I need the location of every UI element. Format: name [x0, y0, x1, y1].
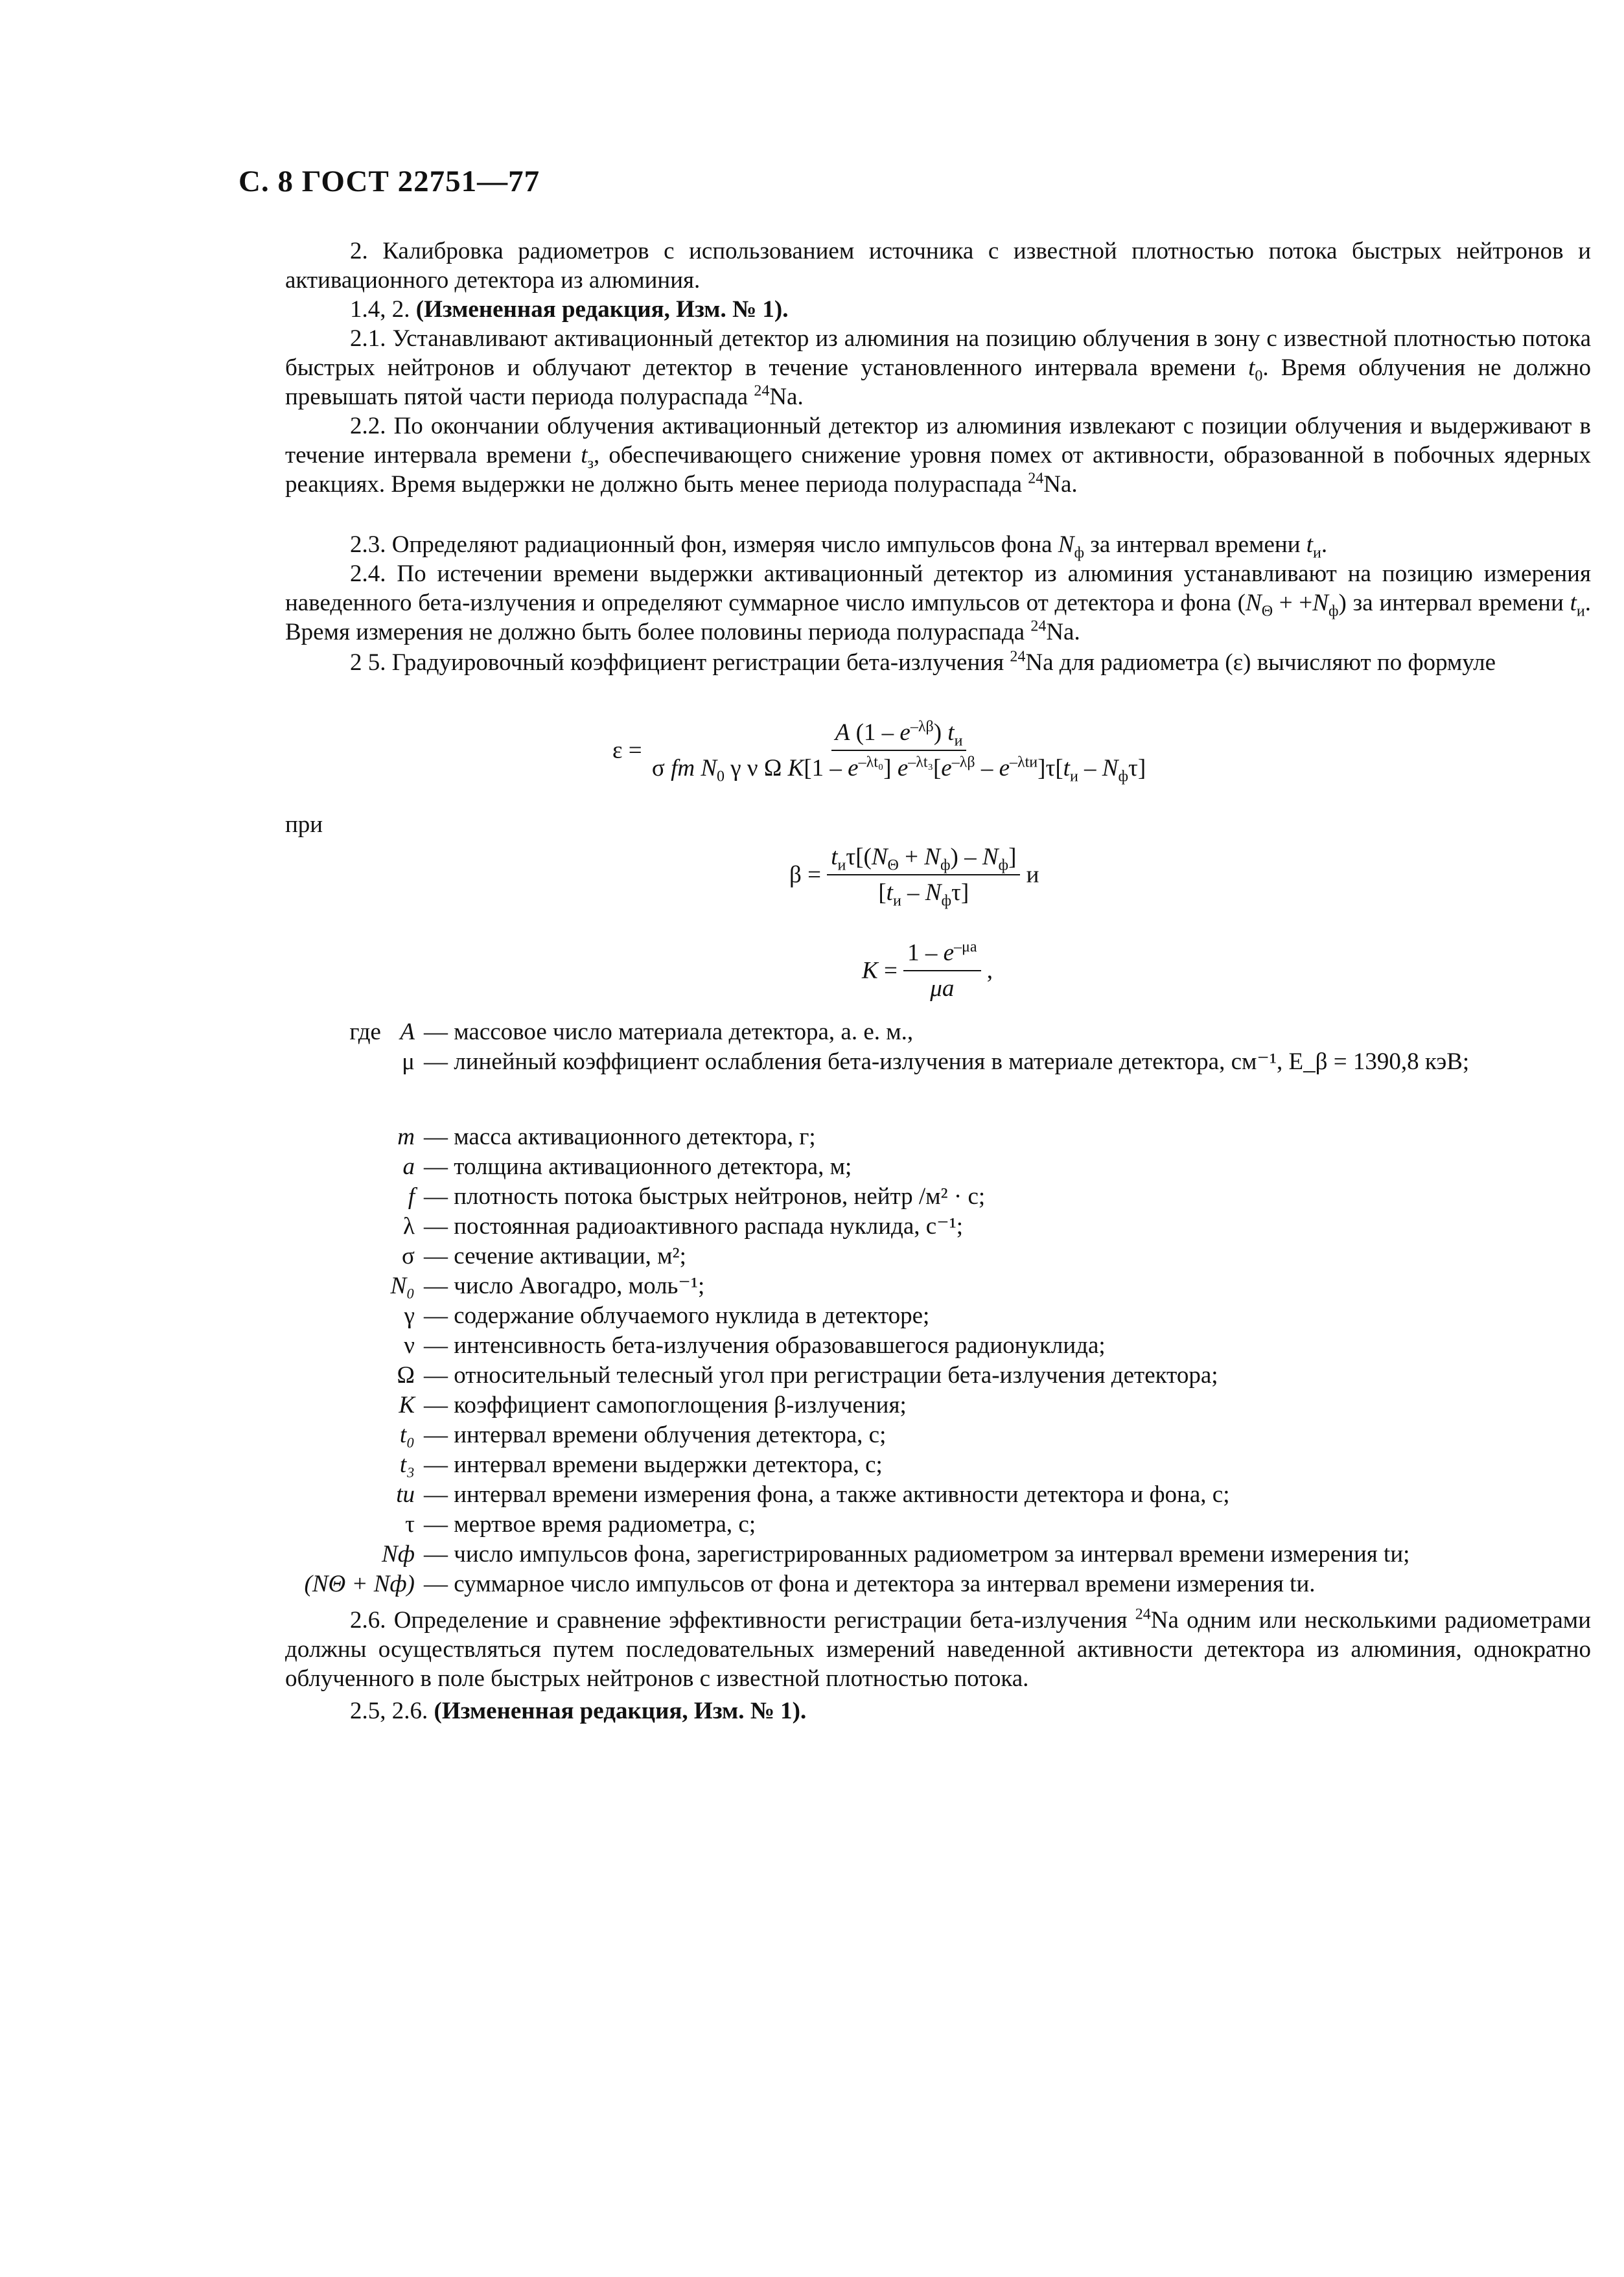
- definition-row: μ — линейный коэффициент ослабления бета-излучения в материале детектора, см⁻¹, E_β = 1390,8 кэВ;: [402, 1048, 1470, 1075]
- paragraph-2-1: 2.1. Устанавливают активационный детектор из алюминия на позицию облучения в зону с известной плотностью потока быстрых нейтронов и облучают детектор в течение установленного интервала времени $t_0$. Время облучения не должно превышать пятой части периода полураспада $^{24}$Na.: [285, 325, 1591, 410]
- definition-row: f — плотность потока быстрых нейтронов, нейтр /м² · с;: [408, 1183, 986, 1210]
- definition-row: σ — сечение активации, м²;: [402, 1243, 686, 1269]
- definition-row: Nф — число импульсов фона, зарегистрированных радиометром за интервал времени измерения tи;: [382, 1541, 1410, 1567]
- paragraph-2-5: 2 5. Градуировочный коэффициент регистрации бета-излучения $^{24}$Na для радиометра (ε) вычисляют по формуле: [350, 648, 1496, 676]
- formula-epsilon-fraction: $\frac{A (1 - e^{-\lambda\beta}) t_и}{\sigma fm N_0 \gamma \nu \Omega K[1 - e^{-\lambda t_0}] e^{-\lambda t_3}[e^{-\lambda\beta} - e^{-\lambda tи}]\tau[t_и - N_ф\tau]}$: [651, 718, 1146, 785]
- paragraph-2: 2. Калибровка радиометров с использованием источника с известной плотностью потока быстрых нейтронов и активационного детектора из алюминия.: [285, 238, 1591, 294]
- definition-row: γ — содержание облучаемого нуклида в детекторе;: [404, 1302, 930, 1329]
- definition-row: tи — интервал времени измерения фона, а также активности детектора и фона, с;: [396, 1481, 1230, 1508]
- definition-row: m — масса активационного детектора, г;: [397, 1124, 816, 1150]
- formula-epsilon: ε = $\frac{A (1 - e^{-\lambda\beta}) t_и}{\sigma fm N_0 \gamma \nu \Omega K[1 - e^{-\lambda t_0}] e^{-\lambda t_3}[e^{-\lambda\beta} - e^{-\lambda tи}]\tau[t_и - N_ф\tau]}$: [612, 718, 1150, 783]
- paragraph-2-3: 2.3. Определяют радиационный фон, измеряя число импульсов фона $N_ф$ за интервал времени $t_и$.: [350, 531, 1328, 562]
- definition-row: ν — интенсивность бета-излучения образовавшегося радионуклида;: [404, 1332, 1106, 1359]
- definition-row: a — толщина активационного детектора, м;: [402, 1153, 852, 1180]
- paragraph-2-6: 2.6. Определение и сравнение эффективности регистрации бета-излучения $^{24}$Na одним или несколькими радиометрами должны осуществляться путем последовательных измерений наведенной активности детектора из алюминия, однократно облученного в поле быстрых нейтронов с известной плотностью потока.: [285, 1606, 1591, 1692]
- definition-row: Ω — относительный телесный угол при регистрации бета-излучения детектора;: [397, 1362, 1218, 1389]
- definition-row: t₀ — интервал времени облучения детектора, с;: [399, 1422, 887, 1448]
- definition-row: K — коэффициент самопоглощения β-излучения;: [399, 1392, 907, 1418]
- formula-k: K = $\frac{1 - e^{-\mu a}}{\mu a}$ ,: [862, 938, 993, 1002]
- page-header: С. 8 ГОСТ 22751—77: [238, 165, 540, 198]
- paragraph-2-2: 2.2. По окончании облучения активационный детектор из алюминия извлекают с позиции облучения и выдерживают в течение интервала времени $t_з$, обеспечивающего снижение уровня помех от активности, образованной в побочных ядерных реакциях. Время выдержки не должно быть менее периода полураспада $^{24}$Na.: [285, 413, 1591, 498]
- definitions-list: [285, 1017, 1601, 1599]
- definition-row: N₀ — число Авогадро, моль⁻¹;: [390, 1273, 705, 1299]
- definition-row: (NΘ + Nф) — суммарное число импульсов от фона и детектора за интервал времени измерения tи.: [304, 1571, 1316, 1597]
- definition-row: λ — постоянная радиоактивного распада нуклида, с⁻¹;: [403, 1213, 964, 1240]
- label-pri: при: [285, 811, 323, 838]
- amendment-note-2: 2.5, 2.6. (Измененная редакция, Изм. № 1).: [350, 1698, 807, 1724]
- definition-row: где A — массовое число материала детектора, а. е. м.,: [349, 1019, 914, 1045]
- paragraph-2-4: 2.4. По истечении времени выдержки активационный детектор из алюминия устанавливают на позицию измерения наведенного бета-излучения и определяют суммарное число импульсов от детектора и фона $(N_\Theta + +N_ф)$ за интервал времени $t_и$. Время измерения не должно быть более половины периода полураспада $^{24}$Na.: [285, 561, 1592, 645]
- definition-row: τ — мертвое время радиометра, с;: [405, 1511, 756, 1538]
- formula-beta: β = $\frac{t_и\tau[(N_\Theta + N_ф) - N_ф]}{[t_и - N_ф\tau]}$ и: [789, 844, 1039, 910]
- amendment-note-1: 1.4, 2. (Измененная редакция, Изм. № 1).: [350, 296, 789, 323]
- definition-row: t₃ — интервал времени выдержки детектора, с;: [399, 1451, 883, 1478]
